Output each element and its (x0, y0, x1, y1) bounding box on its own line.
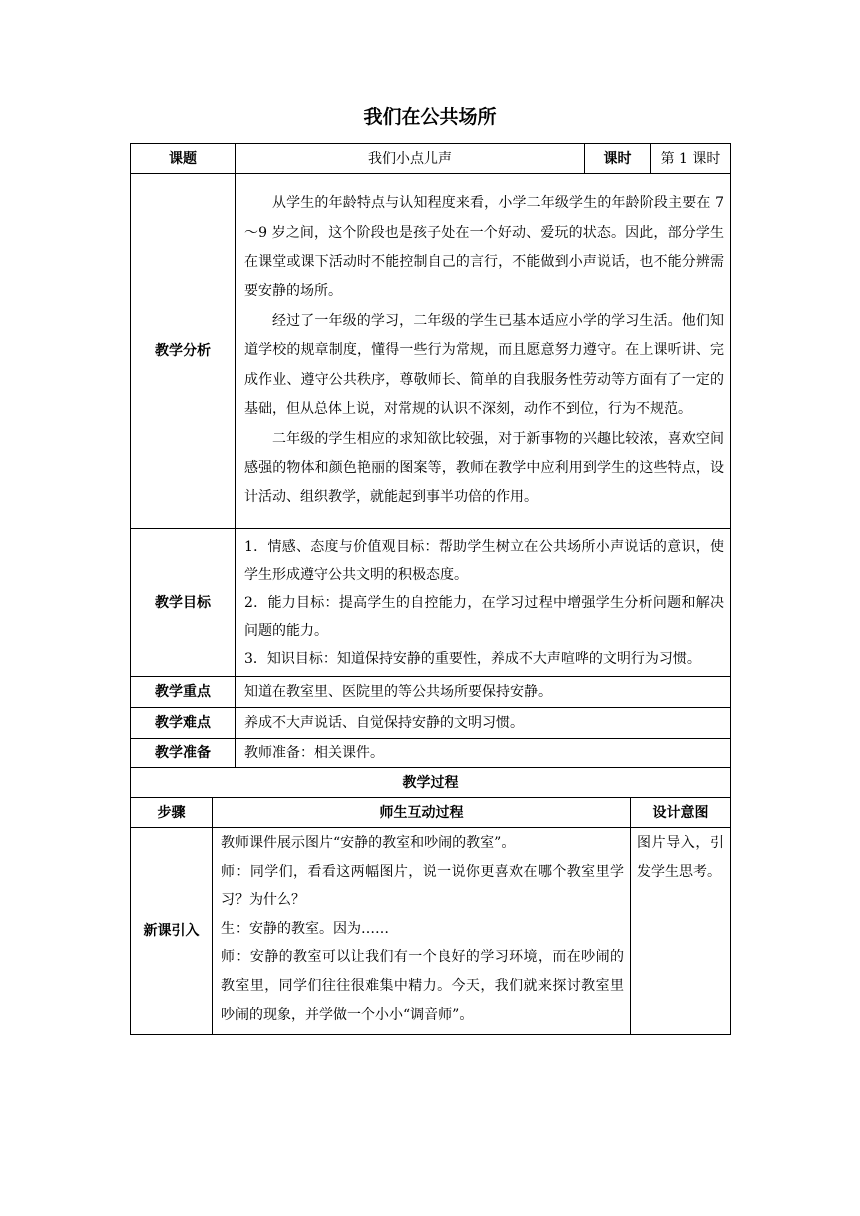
page-title: 我们在公共场所 (363, 106, 497, 128)
table-row (131, 828, 731, 1035)
preparation-row (131, 739, 731, 768)
preparation-label: 教学准备 (131, 739, 236, 768)
step-column-header: 步骤 (131, 798, 213, 828)
analysis-label: 教学分析 (131, 174, 236, 529)
goals-content (236, 529, 731, 677)
analysis-paragraph: 经过了一年级的学习，二年级的学生已基本适应小学的学习生活。他们知道学校的规章制度，懂得一些行为常规，而且愿意努力遵守。在上课听讲、完成作业、遵守公共秩序，尊敬师长、简单的自我服务性劳动等方面有了一定的基础，但从总体上说，对常规的认识不深刻，动作不到位，行为不规范。 (244, 312, 724, 418)
key-point-value: 知道在教室里、医院里的等公共场所要保持安静。 (236, 677, 731, 708)
goal-item: 2．能力目标：提高学生的自控能力，在学习过程中增强学生分析问题和解决问题的能力。 (244, 594, 724, 639)
goal-item: 3．知识目标：知道保持安静的重要性，养成不大声喧哗的文明行为习惯。 (244, 650, 701, 667)
intent-value: 图片导入，引发学生思考。 (631, 828, 731, 1035)
topic-value: 我们小点儿声 (236, 144, 585, 174)
lesson-info-table (130, 143, 731, 768)
analysis-row (131, 174, 731, 529)
difficulty-row (131, 708, 731, 739)
difficulty-value: 养成不大声说话、自觉保持安静的文明习惯。 (236, 708, 731, 739)
topic-label: 课题 (131, 144, 236, 174)
interaction-line: 师：同学们，看看这两幅图片，说一说你更喜欢在哪个教室里学习？为什么？ (221, 863, 624, 909)
topic-row (131, 144, 731, 174)
goal-item: 1．情感、态度与价值观目标：帮助学生树立在公共场所小声说话的意识，使学生形成遵守公共文明的积极态度。 (244, 538, 724, 583)
interaction-line: 师：安静的教室可以让我们有一个良好的学习环境，而在吵闹的教室里，同学们往往很难集中精力。今天，我们就来探讨教室里吵闹的现象，并学做一个小小“调音师”。 (221, 949, 624, 1023)
process-heading: 教学过程 (131, 768, 731, 798)
step-label: 新课引入 (131, 828, 213, 1035)
interaction-line: 生：安静的教室。因为…… (221, 920, 389, 937)
process-heading-row (131, 768, 731, 798)
difficulty-label: 教学难点 (131, 708, 236, 739)
process-table (130, 767, 731, 1035)
period-label: 课时 (585, 144, 651, 174)
interaction-line: 教师课件展示图片“安静的教室和吵闹的教室”。 (221, 835, 516, 851)
interaction-content (213, 828, 631, 1035)
analysis-paragraph: 从学生的年龄特点与认知程度来看，小学二年级学生的年龄阶段主要在 7～9 岁之间，这个阶段也是孩子处在一个好动、爱玩的状态。因此，部分学生在课堂或课下活动时不能控制自己的言行，不能做到小声说话，也不能分辨需要安静的场所。 (244, 195, 724, 300)
preparation-value: 教师准备：相关课件。 (236, 739, 731, 768)
analysis-content (236, 174, 731, 529)
goals-label: 教学目标 (131, 529, 236, 677)
intent-column-header: 设计意图 (631, 798, 731, 828)
period-value: 第 1 课时 (651, 144, 731, 174)
analysis-paragraph: 二年级的学生相应的求知欲比较强，对于新事物的兴趣比较浓，喜欢空间感强的物体和颜色艳丽的图案等，教师在教学中应利用到学生的这些特点，设计活动、组织教学，就能起到事半功倍的作用。 (244, 430, 724, 506)
process-header-row (131, 798, 731, 828)
key-point-row (131, 677, 731, 708)
key-point-label: 教学重点 (131, 677, 236, 708)
interaction-column-header: 师生互动过程 (213, 798, 631, 828)
goals-row (131, 529, 731, 677)
